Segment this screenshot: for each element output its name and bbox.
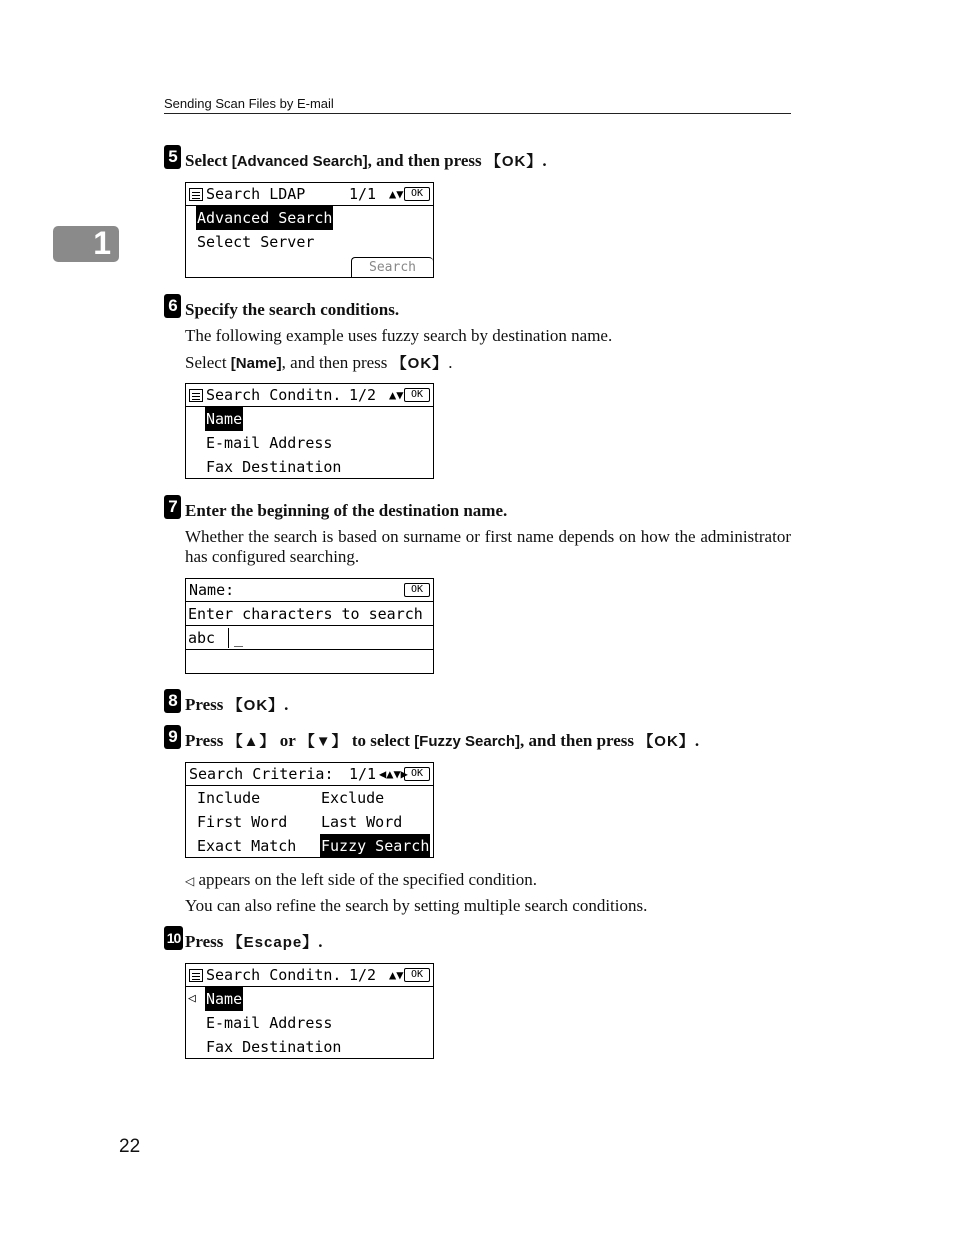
key-name: [Name] xyxy=(230,355,282,372)
key-fuzzy-search: [Fuzzy Search] xyxy=(414,733,521,750)
text: . xyxy=(542,151,547,170)
key-escape: 【Escape】 xyxy=(227,934,319,951)
lcd-title: Name: xyxy=(189,581,235,599)
menu-item-name[interactable]: Name xyxy=(205,987,243,1011)
text: or xyxy=(275,731,300,750)
lcd-title-bar xyxy=(186,763,433,786)
lcd-menu-row[interactable] xyxy=(186,1011,433,1035)
step-6-text: The following example uses fuzzy search by destination name. xyxy=(185,326,613,345)
text: . xyxy=(448,353,453,372)
step-6-instruction xyxy=(185,353,452,374)
text: . xyxy=(694,731,700,750)
lcd-menu-row[interactable] xyxy=(186,407,433,431)
name-input-field[interactable] xyxy=(186,626,433,650)
menu-item-fax-destination[interactable]: Fax Destination xyxy=(206,458,342,476)
option-first-word[interactable]: First Word xyxy=(197,813,288,831)
lcd-menu-row[interactable] xyxy=(186,987,433,1011)
lcd-page: 1/1 xyxy=(349,765,377,783)
ok-key-icon: OK xyxy=(404,187,430,201)
option-exclude[interactable]: Exclude xyxy=(321,789,385,807)
lcd-title: Search Criteria: xyxy=(189,765,334,783)
lcd-page: 1/2 xyxy=(349,386,377,404)
lcd-title-bar xyxy=(186,964,433,987)
key-down: 【▼】 xyxy=(299,733,348,750)
key-ok: 【OK】 xyxy=(227,697,285,714)
scroll-arrows-icon: ▲▼ xyxy=(389,968,404,982)
page-number: 22 xyxy=(119,1136,141,1157)
option-fuzzy-search[interactable]: Fuzzy Search xyxy=(320,834,430,858)
lcd-title: Search LDAP xyxy=(206,185,306,203)
lcd-search-ldap xyxy=(185,182,434,278)
key-advanced-search: [Advanced Search] xyxy=(231,153,368,170)
text: Select xyxy=(185,353,231,372)
menu-item-fax-destination[interactable]: Fax Destination xyxy=(206,1038,342,1056)
text: Press xyxy=(185,695,228,714)
scroll-arrows-icon: ▲▼ xyxy=(389,388,404,402)
text: Press xyxy=(185,731,228,750)
text: , and then press xyxy=(281,353,392,372)
search-soft-key[interactable]: Search xyxy=(351,257,433,277)
text: , and then press xyxy=(520,731,639,750)
text: . xyxy=(318,932,323,951)
text: , and then press xyxy=(367,151,486,170)
option-last-word[interactable]: Last Word xyxy=(321,813,403,831)
selected-marker-icon: ◁ xyxy=(185,874,195,888)
text: Press xyxy=(185,932,228,951)
lcd-menu-row[interactable] xyxy=(186,455,433,479)
lcd-title-bar xyxy=(186,579,433,602)
step-number-8: 8 xyxy=(164,689,181,713)
lcd-title-bar xyxy=(186,183,433,206)
lcd-search-conditn xyxy=(185,383,434,479)
text: . xyxy=(284,695,289,714)
lcd-page: 1/2 xyxy=(349,966,377,984)
lcd-criteria-row xyxy=(186,810,433,834)
step-6-title: Specify the search conditions. xyxy=(185,300,400,319)
lcd-page: 1/1 xyxy=(349,185,377,203)
chapter-tab xyxy=(53,226,119,262)
menu-item-advanced-search[interactable]: Advanced Search xyxy=(196,206,333,230)
lcd-name-entry xyxy=(185,578,434,674)
step-7-text: Whether the search is based on surname or first name depends on how the administrator has configured searching. xyxy=(185,527,791,566)
selected-marker-icon: ◁ xyxy=(188,991,196,1006)
ok-key-icon: OK xyxy=(404,968,430,982)
step-10-instruction xyxy=(185,931,322,954)
input-mode-label: abc xyxy=(188,629,216,647)
step-number-9: 9 xyxy=(164,725,181,749)
step-number-7: 7 xyxy=(164,495,181,519)
ok-key-icon: OK xyxy=(404,767,430,781)
lcd-menu-row[interactable] xyxy=(186,1035,433,1059)
lcd-menu-row[interactable] xyxy=(186,431,433,455)
lcd-prompt: Enter characters to search xyxy=(188,605,423,623)
lcd-title: Search Conditn. xyxy=(206,386,342,404)
menu-item-select-server[interactable]: Select Server xyxy=(197,233,315,251)
separator xyxy=(228,628,229,648)
menu-item-email-address[interactable]: E-mail Address xyxy=(206,1014,333,1032)
key-up: 【▲】 xyxy=(227,733,276,750)
lcd-prompt-row xyxy=(186,602,433,626)
lcd-criteria-row xyxy=(186,786,433,810)
text: Select xyxy=(185,151,232,170)
option-include[interactable]: Include xyxy=(197,789,261,807)
menu-item-name[interactable]: Name xyxy=(205,407,243,431)
four-way-arrows-icon: ◀▲▼▶ xyxy=(379,767,408,781)
option-exact-match[interactable]: Exact Match xyxy=(197,837,297,855)
step-9-note-2: You can also refine the search by setting multiple search conditions. xyxy=(185,896,648,915)
text-cursor: _ xyxy=(234,629,244,647)
ok-key-icon: OK xyxy=(404,583,430,597)
lcd-menu-row[interactable] xyxy=(186,230,433,254)
step-8-instruction xyxy=(185,694,288,717)
step-9-note xyxy=(185,870,537,891)
menu-icon xyxy=(189,389,203,402)
step-number-10: 10 xyxy=(164,926,183,950)
key-ok: 【OK】 xyxy=(391,355,449,372)
step-7-title: Enter the beginning of the destination name. xyxy=(185,501,508,520)
chapter-number: 1 xyxy=(93,225,111,261)
lcd-search-criteria xyxy=(185,762,434,858)
key-ok: 【OK】 xyxy=(485,153,543,170)
step-number-5: 5 xyxy=(164,145,181,169)
lcd-search-conditn-selected xyxy=(185,963,434,1059)
lcd-menu-row[interactable] xyxy=(186,206,433,230)
running-header: Sending Scan Files by E-mail xyxy=(164,96,791,114)
lcd-title: Search Conditn. xyxy=(206,966,342,984)
step-5-instruction xyxy=(185,150,547,173)
lcd-title-bar xyxy=(186,384,433,407)
ok-key-icon: OK xyxy=(404,388,430,402)
lcd-criteria-row xyxy=(186,834,433,858)
step-9-instruction xyxy=(185,730,699,753)
scroll-arrows-icon: ▲▼ xyxy=(389,187,404,201)
text: appears on the left side of the specified condition. xyxy=(198,870,537,889)
step-number-6: 6 xyxy=(164,294,181,318)
key-ok: 【OK】 xyxy=(638,733,695,750)
text: to select xyxy=(347,731,415,750)
menu-icon xyxy=(189,969,203,982)
menu-item-email-address[interactable]: E-mail Address xyxy=(206,434,333,452)
lcd-empty-row xyxy=(186,650,433,674)
menu-icon xyxy=(189,188,203,201)
